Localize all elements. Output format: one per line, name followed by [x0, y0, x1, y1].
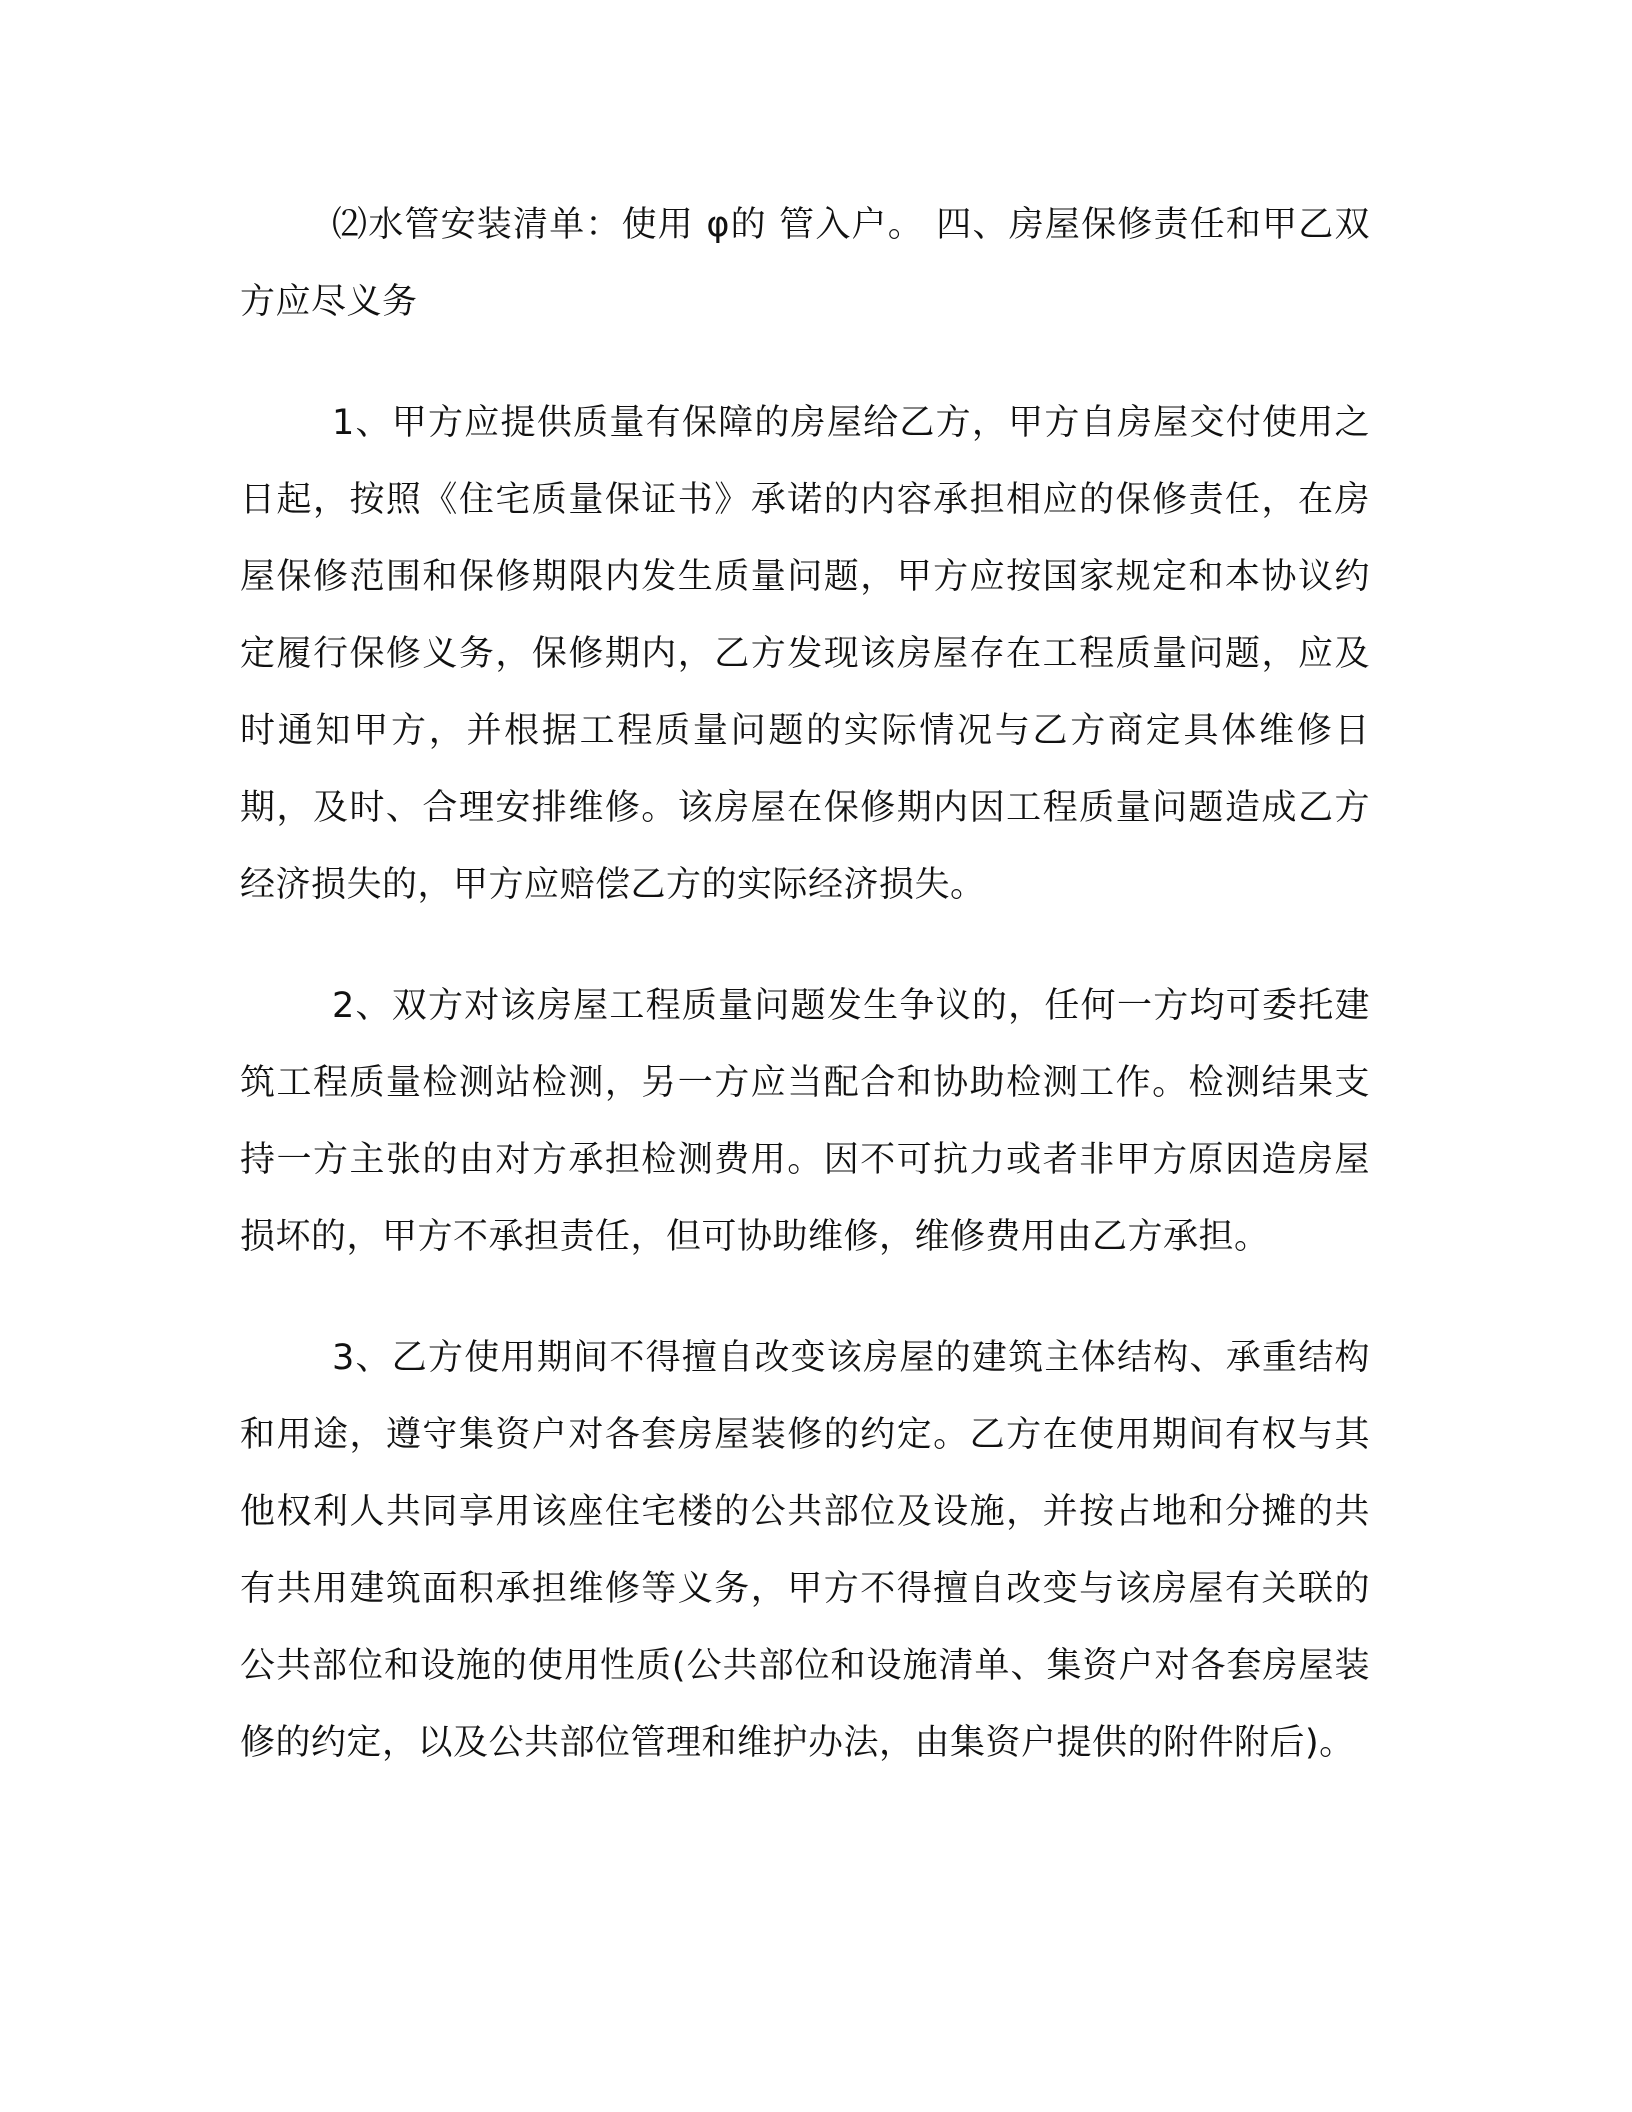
paragraph-clause-2: 2、双方对该房屋工程质量问题发生争议的，任何一方均可委托建筑工程质量检测站检测，另一方应当配合和协助检测工作。检测结果支持一方主张的由对方承担检测费用。因不可抗力或者非甲方原因造房屋损坏的，甲方不承担责任，但可协助维修，维修费用由乙方承担。 — [240, 986, 1370, 1257]
paragraph-clause-1: 1、甲方应提供质量有保障的房屋给乙方，甲方自房屋交付使用之日起，按照《住宅质量保证书》承诺的内容承担相应的保修责任，在房屋保修范围和保修期限内发生质量问题，甲方应按国家规定和本协议约定履行保修义务，保修期内，乙方发现该房屋存在工程质量问题，应及时通知甲方，并根据工程质量问题的实际情况与乙方商定具体维修日期，及时、合理安排维修。该房屋在保修期内因工程质量问题造成乙方经济损失的，甲方应赔偿乙方的实际经济损失。 — [240, 403, 1370, 905]
paragraph-clause-3: 3、乙方使用期间不得擅自改变该房屋的建筑主体结构、承重结构和用途，遵守集资户对各套房屋装修的约定。乙方在使用期间有权与其他权利人共同享用该座住宅楼的公共部位及设施，并按占地和分摊的共有共用建筑面积承担维修等义务，甲方不得擅自改变与该房屋有关联的公共部位和设施的使用性质(公共部位和设施清单、集资户对各套房屋装修的约定，以及公共部位管理和维护办法，由集资户提供的附件附后)。 — [240, 1338, 1370, 1763]
paragraph-water-pipe-and-warranty-heading: ⑵水管安装清单：使用 φ的 管入户。 四、房屋保修责任和甲乙双方应尽义务 — [240, 205, 1370, 322]
document-body — [240, 187, 1370, 1782]
